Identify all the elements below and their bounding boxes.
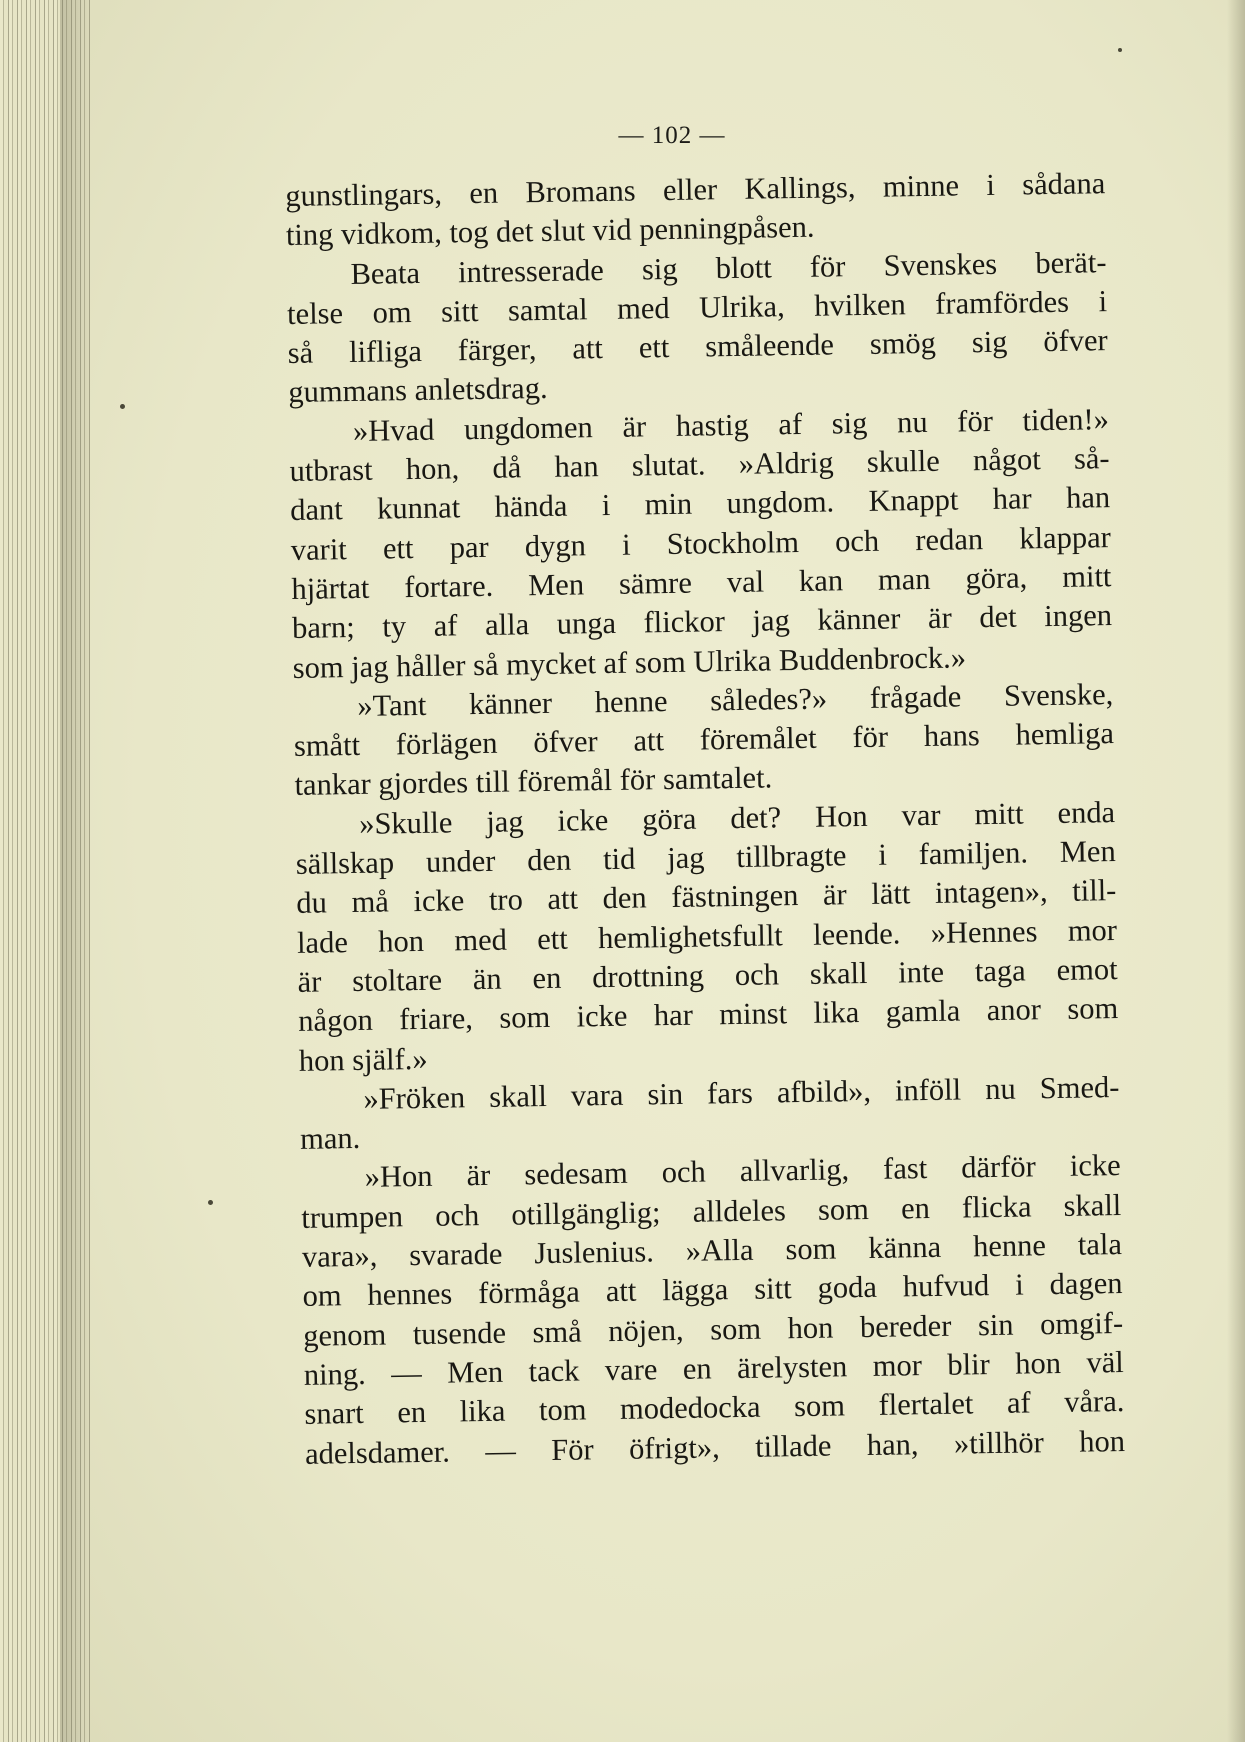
text-line: »Tant känner henne således?» frågade Svenske,: [357, 676, 1114, 723]
text-line: gummans anletsdrag.: [288, 371, 548, 410]
text-line: snart en lika tom modedocka som flertalet af våra.: [304, 1384, 1125, 1432]
text-line: varit ett par dygn i Stockholm och redan klappar: [290, 519, 1112, 567]
text-line: trumpen och otillgänglig; alldeles som en flicka skall: [301, 1187, 1122, 1235]
text-line: telse om sitt samtal med Ulrika, hvilken framfördes i: [286, 283, 1108, 331]
text-line: är stoltare än en drottning och skall inte taga emot: [297, 951, 1118, 999]
text-line: hjärtat fortare. Men sämre val kan man göra, mitt: [291, 559, 1112, 606]
text-line: tankar gjordes till föremål för samtalet.: [294, 760, 773, 803]
text-line: man.: [299, 1121, 361, 1157]
text-line: lade hon med ett hemlighetsfullt leende. »Hennes mor: [296, 912, 1118, 960]
text-line: någon friare, som icke har minst lika gamla anor som: [297, 991, 1119, 1039]
text-line: »Hon är sedesam och allvarlig, fast därför icke: [364, 1148, 1121, 1195]
text-line: Beata intresserade sig blott för Svenskes berät-: [350, 244, 1107, 291]
text-line: hon själf.»: [298, 1041, 428, 1078]
page-edge: [1227, 0, 1245, 1742]
text-line: genom tusende små nöjen, som hon bereder sin omgif-: [302, 1305, 1124, 1353]
paper-speck: [120, 404, 125, 409]
body-text: [285, 164, 1125, 1474]
text-line: smått förlägen öfver att föremålet för hans hemliga: [293, 716, 1115, 764]
text-line: ning. — Men tack vare en ärelysten mor blir hon väl: [303, 1344, 1124, 1392]
text-line: så lifliga färger, att ett småleende smög sig öfver: [287, 323, 1108, 371]
paper-speck: [208, 1200, 213, 1205]
text-line: »Skulle jag icke göra det? Hon var mitt enda: [358, 794, 1116, 841]
text-line: gunstlingars, en Bromans eller Kallings, minne i sådana: [285, 166, 1106, 213]
text-line: du må icke tro att den fästningen är lätt intagen», till-: [296, 873, 1117, 921]
text-line: »Hvad ungdomen är hastig af sig nu för tiden!»: [352, 401, 1110, 448]
text-line: adelsdamer. — För öfrigt», tillade han, »tillhör hon: [304, 1423, 1126, 1471]
text-line: vara», svarade Juslenius. »Alla som känna henne tala: [301, 1227, 1123, 1274]
text-line: ting vidkom, tog det slut vid penningpåsen.: [285, 209, 815, 253]
text-line: sällskap under den tid jag tillbragte i familjen. Men: [295, 834, 1116, 881]
text-line: om hennes förmåga att lägga sitt goda hufvud i dagen: [302, 1266, 1123, 1314]
text-line: dant kunnat hända i min ungdom. Knappt har han: [289, 480, 1111, 528]
text-line: som jag håller så mycket af som Ulrika Buddenbrock.»: [292, 639, 967, 685]
page-number: — 102 —: [618, 122, 726, 149]
text-line: barn; ty af alla unga flickor jag känner är det ingen: [291, 598, 1113, 646]
text-line: utbrast hon, då han slutat. »Aldrig skulle något så-: [289, 441, 1110, 489]
paper-speck: [1118, 48, 1122, 52]
text-line: »Fröken skall vara sin fars afbild», inföll nu Smed-: [363, 1069, 1120, 1116]
